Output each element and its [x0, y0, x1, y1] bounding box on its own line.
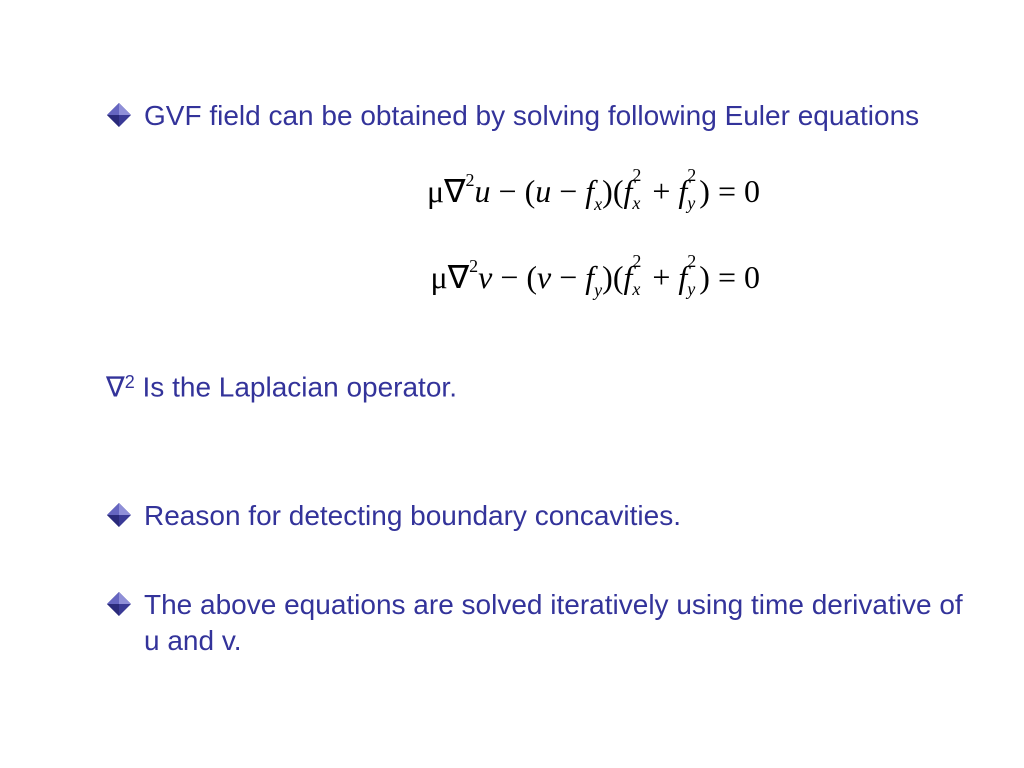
bullet-text: The above equations are solved iteratively using time derivative of u and v. [144, 589, 963, 656]
bullet-text: Reason for detecting boundary concavities. [144, 500, 681, 531]
bullet-text: GVF field can be obtained by solving following Euler equations [144, 100, 920, 131]
laplacian-note-text: Is the Laplacian operator. [134, 371, 457, 403]
diamond-bullet-icon [106, 591, 132, 617]
nabla-symbol: ∇ [106, 371, 125, 403]
diamond-bullet-icon [106, 502, 132, 528]
euler-equation-v: $\mu\nabla^2v - (v - f_y)(f$ 2 x + f 2 y ) = 0 [430, 250, 760, 300]
diamond-bullet-icon [106, 102, 132, 128]
bullet-item-reason [106, 498, 986, 534]
bullet-item-iterative [106, 587, 986, 659]
euler-equation-u: $\mu\nabla^2u - (u - f_x)(f$ 2 x + f 2 y ) = 0 [426, 164, 760, 214]
laplacian-note [106, 362, 457, 405]
nabla-exponent: 2 [124, 372, 135, 392]
bullet-item-gvf [106, 98, 986, 134]
